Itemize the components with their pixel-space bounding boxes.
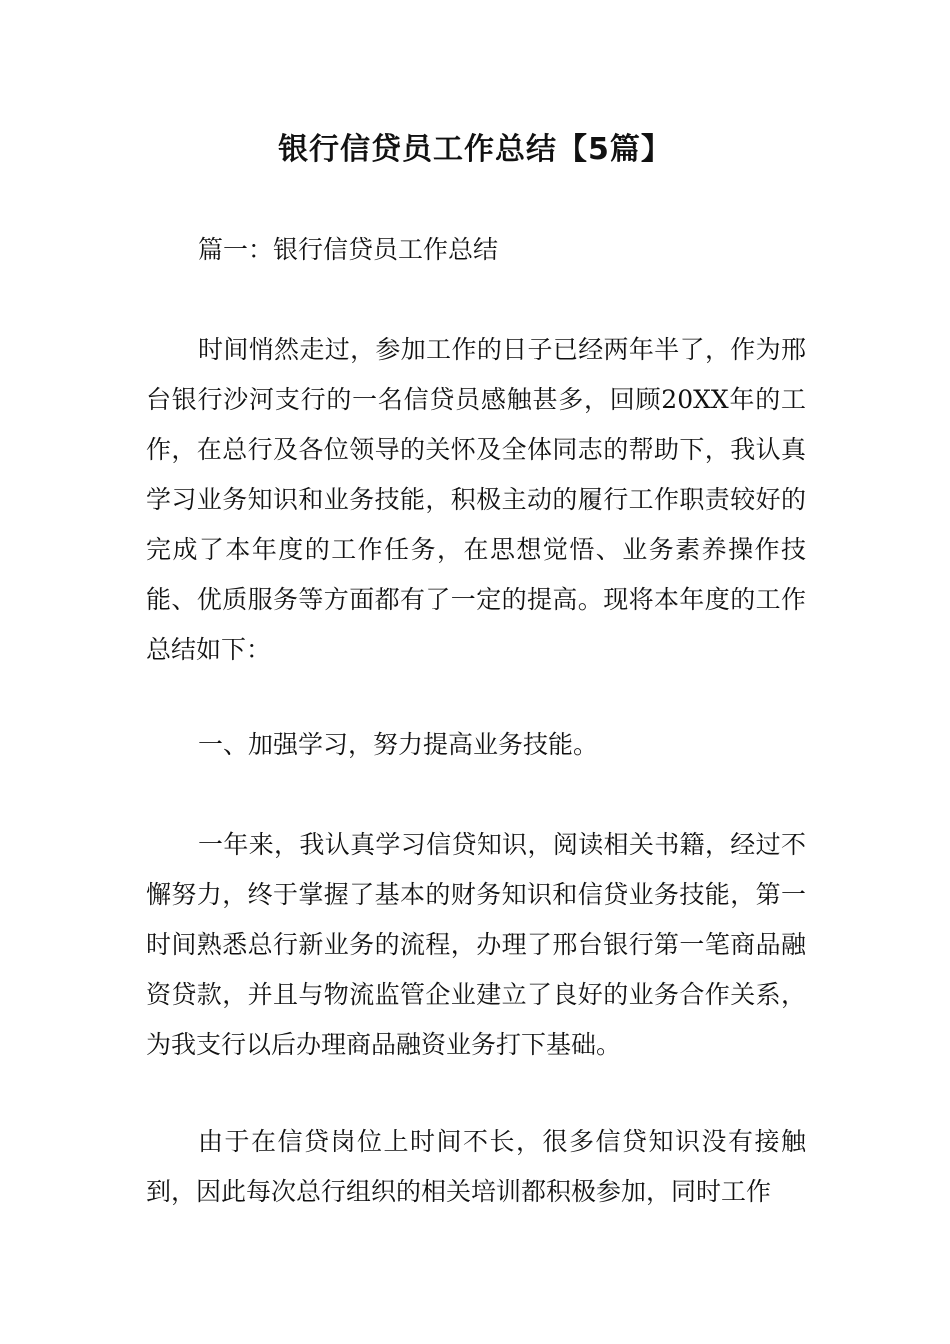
paragraph-study: 一年来，我认真学习信贷知识，阅读相关书籍，经过不懈努力，终于掌握了基本的财务知识和信贷业务技能，第一时间熟悉总行新业务的流程，办理了邢台银行第一笔商品融资贷款，并且与物流监管企业建立了良好的业务合作关系，为我支行以后办理商品融资业务打下基础。 (146, 830, 806, 1059)
document-title: 银行信贷员工作总结【5篇】 (278, 132, 672, 167)
paragraph-training: 由于在信贷岗位上时间不长，很多信贷知识没有接触到，因此每次总行组织的相关培训都积极参加，同时工作 (146, 1127, 806, 1206)
section-heading: 一、加强学习，努力提高业务技能。 (198, 730, 599, 759)
part-heading: 篇一：银行信贷员工作总结 (198, 235, 499, 264)
paragraph-intro: 时间悄然走过，参加工作的日子已经两年半了，作为邢台银行沙河支行的一名信贷员感触甚多，回顾20XX年的工作，在总行及各位领导的关怀及全体同志的帮助下，我认真学习业务知识和业务技能，积极主动的履行工作职责较好的完成了本年度的工作任务，在思想觉悟、业务素养操作技能、优质服务等方面都有了一定的提高。现将本年度的工作总结如下： (146, 335, 806, 664)
